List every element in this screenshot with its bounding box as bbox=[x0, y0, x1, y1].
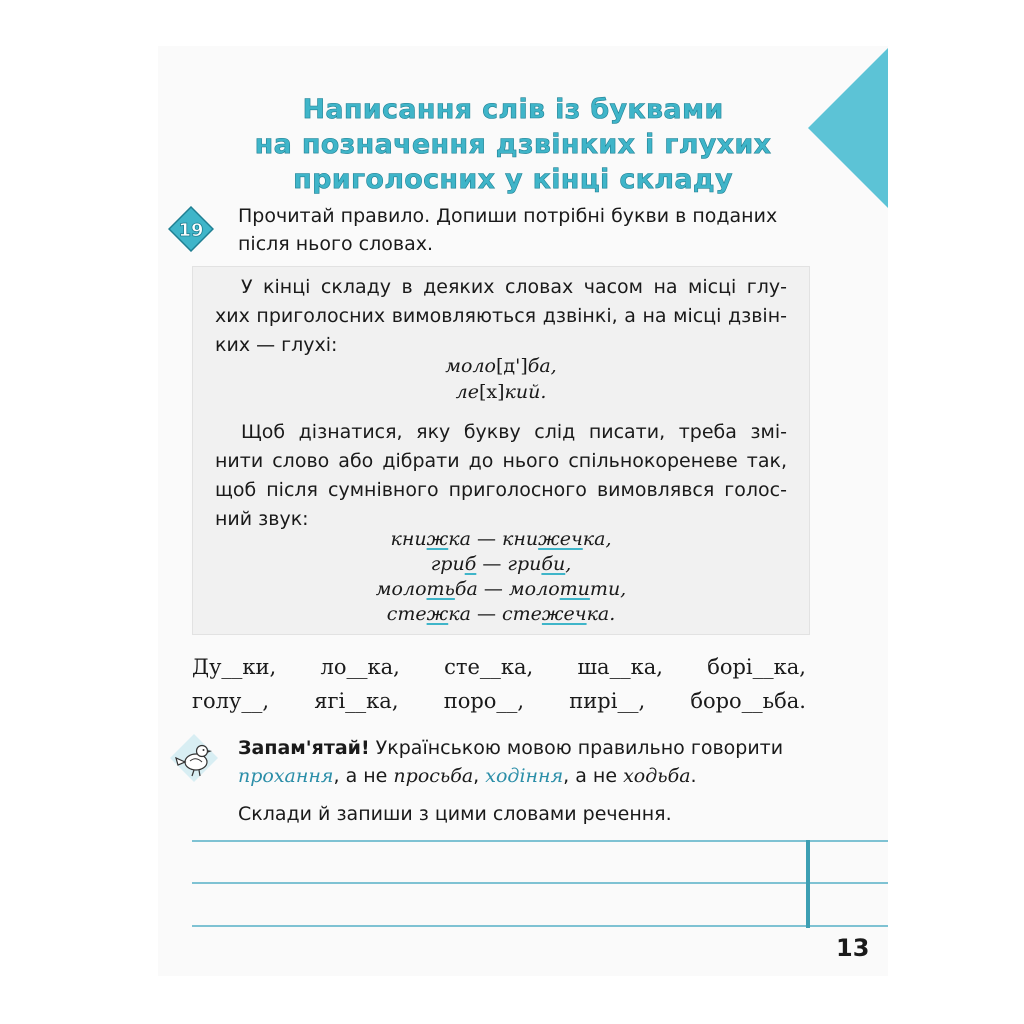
example-word-right: жеч bbox=[538, 528, 583, 550]
title-line: Написання слів із буквами bbox=[302, 94, 724, 125]
task-number: 19 bbox=[178, 220, 204, 241]
example-word-left: моло bbox=[375, 578, 427, 600]
writing-line[interactable] bbox=[192, 882, 888, 884]
example-word-left: ба bbox=[454, 578, 478, 600]
example-pair bbox=[193, 553, 809, 575]
example-word-left: б bbox=[464, 553, 477, 575]
example-dash: — bbox=[470, 528, 502, 550]
margin-line bbox=[806, 840, 810, 928]
example-word-left: ть bbox=[426, 578, 455, 600]
exercise-word[interactable]: пирі__, bbox=[569, 689, 646, 713]
example-dash: — bbox=[470, 603, 502, 625]
task-instruction bbox=[238, 202, 818, 258]
rule-box-1 bbox=[192, 266, 810, 414]
page-number: 13 bbox=[836, 934, 870, 962]
writing-line[interactable] bbox=[192, 840, 888, 842]
exercise-word[interactable]: поро__, bbox=[443, 689, 525, 713]
title-line: на позначення дзвінких і глухих bbox=[254, 129, 772, 160]
example-word-right: , bbox=[565, 553, 572, 575]
exercise-word[interactable]: ягі__ка, bbox=[314, 689, 399, 713]
example-word-left: ка bbox=[448, 603, 471, 625]
exercise-line bbox=[192, 684, 806, 718]
example-pair bbox=[193, 528, 809, 550]
example-word-left: сте bbox=[386, 603, 427, 625]
exercise-word[interactable]: Ду__ки, bbox=[192, 655, 277, 679]
example-word-right: ка, bbox=[582, 528, 612, 550]
bird-icon bbox=[168, 732, 220, 784]
example-word-right: кни bbox=[502, 528, 539, 550]
example-pair bbox=[193, 603, 809, 625]
task-line: після нього словах. bbox=[238, 233, 433, 255]
example-word-right: жеч bbox=[541, 603, 587, 625]
example-dash: — bbox=[476, 553, 508, 575]
rule-line: ких — глухі: bbox=[215, 334, 338, 356]
rule-box-2 bbox=[192, 412, 810, 635]
example-word-right: гри bbox=[507, 553, 542, 575]
example-word-right: ти bbox=[559, 578, 590, 600]
rule-line: хих приголосних вимовляються дзвінкі, а на місці дзвін- bbox=[215, 305, 787, 327]
page-title bbox=[218, 92, 808, 197]
rule-line: У кінці складу в деяких словах часом на місці глу- bbox=[241, 276, 787, 298]
example-word-left: кни bbox=[390, 528, 427, 550]
rule-line: Щоб дізнатися, яку букву слід писати, треба змі- bbox=[241, 421, 787, 443]
rule-line: щоб після сумнівного приголосного вимовлявся голос- bbox=[215, 479, 787, 501]
diamond-badge-icon bbox=[168, 206, 214, 252]
rule-line: нити слово або дібрати до нього спільнокореневе так, bbox=[215, 450, 787, 472]
title-line: приголосних у кінці складу bbox=[293, 164, 733, 195]
exercise bbox=[192, 650, 806, 718]
exercise-word[interactable]: сте__ка, bbox=[444, 655, 534, 679]
example-dash: — bbox=[477, 578, 509, 600]
exercise-word[interactable]: борі__ка, bbox=[707, 655, 806, 679]
rule-text bbox=[215, 273, 787, 360]
example-word-right: ка. bbox=[586, 603, 616, 625]
example-word: моло[д']ба, bbox=[445, 355, 557, 377]
example-word-right: моло bbox=[508, 578, 560, 600]
remember-note: Запам'ятай! Українською мовою правильно говорити прохання, а не просьба, ходіння, а не ходьба. bbox=[238, 737, 784, 787]
example-word-left: ж bbox=[426, 603, 449, 625]
example-word-right: би bbox=[541, 553, 566, 575]
example-word-left: гри bbox=[430, 553, 465, 575]
writing-line[interactable] bbox=[192, 925, 888, 927]
exercise-word[interactable]: боро__ьба. bbox=[690, 689, 806, 713]
example-word-right: сте bbox=[502, 603, 542, 625]
rule-text bbox=[215, 418, 787, 534]
example-word-right: ти, bbox=[589, 578, 627, 600]
rule-line: ний звук: bbox=[215, 508, 309, 530]
example-word-left: ж bbox=[426, 528, 449, 550]
task-line: Прочитай правило. Допиши потрібні букви в поданих bbox=[238, 205, 778, 227]
remember-label: Запам'ятай! bbox=[238, 737, 370, 759]
exercise-word[interactable]: ло__ка, bbox=[320, 655, 400, 679]
example-word: ле[х]кий. bbox=[455, 381, 547, 403]
exercise-word[interactable]: ша__ка, bbox=[577, 655, 663, 679]
example-pair bbox=[193, 578, 809, 600]
exercise-word[interactable]: голу__, bbox=[192, 689, 270, 713]
exercise-line bbox=[192, 650, 806, 684]
example-word-left: ка bbox=[448, 528, 471, 550]
task-instruction-2: Склади й запиши з цими словами речення. bbox=[238, 803, 672, 825]
